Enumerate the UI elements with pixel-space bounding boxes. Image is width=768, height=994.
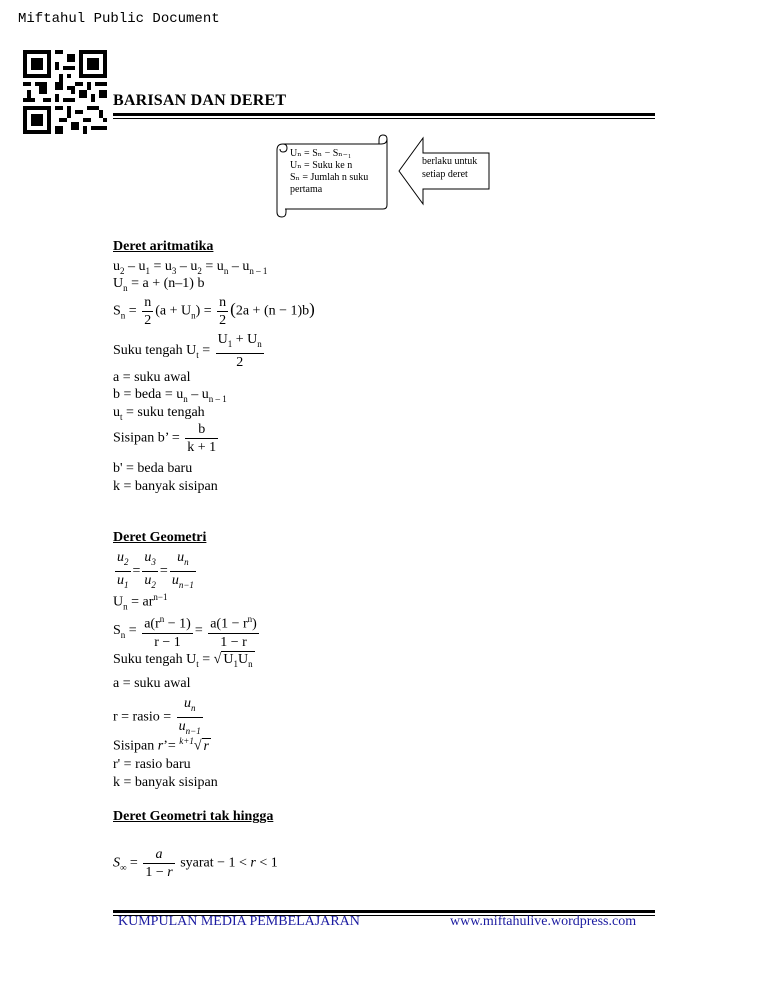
callout-line: Uₙ = Suku ke n xyxy=(290,160,353,171)
formula-sisipan-geometri: Sisipan r’= $^{k+1}$√ r xyxy=(113,736,209,754)
definition-a: a = suku awal xyxy=(113,370,191,385)
formula-un-geometri: $U_n = ar^{n-1}$ xyxy=(113,592,168,612)
callout-line: Sₙ = Jumlah n suku xyxy=(290,172,369,183)
definition-ut: $u_t$ = suku tengah xyxy=(113,405,205,422)
title-rule xyxy=(113,113,655,116)
scroll-callout-text xyxy=(290,148,368,196)
title-rule-thin xyxy=(113,118,655,119)
formula-sn-geometri: $S_n$ = $\frac{a(r^n - 1)}{r - 1}$ = $\frac{a(1 - r^n)}{1 - r}$ xyxy=(113,611,261,651)
arrow-line: setiap deret xyxy=(422,169,468,180)
footer-website-link[interactable]: www.miftahulive.wordpress.com xyxy=(450,914,637,929)
section-heading-aritmatika: Deret aritmatika xyxy=(113,239,214,254)
qr-code-icon xyxy=(23,50,107,134)
callout-line: pertama xyxy=(290,184,323,195)
formula-suku-tengah-aritmatika: Suku tengah $U_t$ = $\frac{U_1 + U_n}{2}$ xyxy=(113,332,262,370)
arrow-callout-text xyxy=(422,155,477,181)
footer-left-text: KUMPULAN MEDIA PEMBELAJARAN xyxy=(118,914,360,929)
formula-beda: $u_2 - u_1 = u_3 - u_2 = u_n - u_{n - 1}$ xyxy=(113,259,268,276)
formula-s-infinity: $S_\infty$ = $\frac{a}{1 - r}$ syarat − 1 < r < 1 xyxy=(113,847,278,880)
arrow-line: berlaku untuk xyxy=(422,156,478,167)
formula-un-aritmatika: $U_n = a + (n-1)$ b xyxy=(113,276,205,293)
definition-b-baru: b' = beda baru xyxy=(113,461,193,476)
formula-suku-tengah-geometri: Suku tengah $U_t$ = √ $U_1U_n$ xyxy=(113,652,253,669)
section-heading-tak-hingga: Deret Geometri tak hingga xyxy=(113,809,274,824)
formula-sisipan-aritmatika: Sisipan b’ = $\frac{b}{k + 1}$ xyxy=(113,422,217,455)
footer-rule xyxy=(113,910,655,913)
document-label: Miftahul Public Document xyxy=(18,11,220,27)
formula-rasio: r = rasio = $\frac{u_n}{u_{n-1}}$ xyxy=(113,696,201,736)
page-title: BARISAN DAN DERET xyxy=(113,92,287,109)
formula-sn-aritmatika: $S_n$ = $\frac{n}{2}$ $(a + U_n)$ = $\frac{n}{2}$ (2a + (n − 1)b) xyxy=(113,295,315,328)
callout-line: Uₙ = Sₙ − Sₙ₋₁ xyxy=(290,148,352,159)
formula-rasio-chain: $\frac{u_2}{u_1}$ = $\frac{u_3}{u_2}$ = $\frac{u_n}{u_{n-1}}$ xyxy=(117,550,194,590)
section-heading-geometri: Deret Geometri xyxy=(113,530,207,545)
definition-k-geometri: k = banyak sisipan xyxy=(113,775,218,790)
definition-b: b = beda = $u_n - u_{n - 1}$ xyxy=(113,387,227,404)
definition-r-baru: r' = rasio baru xyxy=(113,757,191,772)
definition-a-geometri: a = suku awal xyxy=(113,676,191,691)
definition-k-aritmatika: k = banyak sisipan xyxy=(113,479,218,494)
